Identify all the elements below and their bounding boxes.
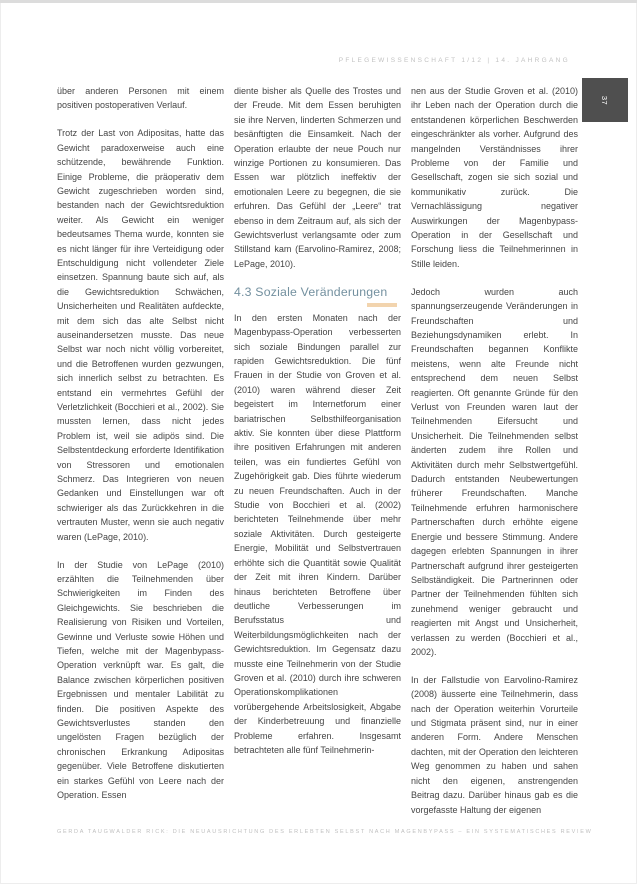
paragraph: In den ersten Monaten nach der Magenbypass-Operation verbesserten sich soziale Bindungen parallel zur rapiden Gewichtsreduktion. Die fünf Frauen in der Studie von Groven et al. (2010) waren während dieser Zeit begeistert im Internetforum einer bariatrischen Selbsthilfeorganisation aktiv. Sie konnten über diese Plattform ihre positiven Erfahrungen mit anderen teilen, was ein fundiertes Gefühl von Zugehörigkeit gab. Dies führte wiederum zu neuen Freundschaften. Auch in der Studie von Bocchieri et al. (2002) berichteten Teilnehmende über mehr soziale Aktivitäten. Durch gesteigerte Energie, Mobilität und Selbstvertrauen erhöhte sich die Quantität sowie Qualität der Zeit mit ihren Kindern. Darüber hinaus berichteten Betroffene über deutliche Verbesserungen im Berufsstatus und Weiterbildungsmöglichkeiten nach der Gewichtsreduktion. Im Gegensatz dazu musste eine Teilnehmerin von der Studie Groven et al. (2010) durch ihre schweren Operationskomplikationen vorübergehende Arbeitslosigkeit, Abgabe der Kinderbetreuung und finanzielle Probleme erfahren. Insgesamt betrachteten alle fünf Teilnehmerin- <box>234 312 401 755</box>
text-column <box>57 84 224 826</box>
paragraph: über anderen Personen mit einem positiven postoperativen Verlauf. <box>57 86 224 111</box>
paragraph: nen aus der Studie Groven et al. (2010) ihr Leben nach der Operation durch die entstandenen körperlichen Beschwerden eingeschränkter als vorher. Aufgrund des mangelnden Verständnisses ihrer Probleme von der Familie und Gesellschaft, zogen sie sich sozial und kommunikativ zurück. Die Vernachlässigung negativer Auswirkungen der Magenbypass-Operation in der Gesellschaft und Forschung liess die Teilnehmerinnen in Stille leiden. <box>411 86 578 269</box>
page-number-badge <box>582 78 628 122</box>
section-heading: 4.3 Soziale Veränderungen <box>234 285 401 300</box>
running-footer: GERDA TAUGWALDER RICK: DIE NEUAUSRICHTUNG DES ERLEBTEN SELBST NACH MAGENBYPASS – EIN SYSTEMATISCHES REVIEW <box>57 829 593 835</box>
paragraph: diente bisher als Quelle des Trostes und der Freude. Mit dem Essen beruhigten sie ihre Nerven, linderten Schmerzen und besänftigten die Einsamkeit. Nach der Operation erlaubte der neue Pouch nur winzige Portionen zu konsumieren. Das Essen war plötzlich ineffektiv der emotionalen Leere zu begegnen, die sie erfuhren. Das Gefühl der „Leere“ trat ebenso in dem Zeitraum auf, als sich der Gewichtsverlust verlangsamte oder zum Stillstand kam (Earvolino-Ramirez, 2008; LePage, 2010). <box>234 86 401 269</box>
page-top-edge <box>0 0 637 3</box>
paragraph: Trotz der Last von Adipositas, hatte das Gewicht paradoxerweise auch eine schützende, bewährende Funktion. Einige Probleme, die präoperativ dem Gewicht zugeschrieben worden sind, bestanden nach der Gewichtsreduktion weiter. Als Gewicht ein weniger bedeutsames Thema wurde, konnten sie es nicht länger für ihre Verteidigung oder Entschuldigung nicht vollendeter Ziele einsetzen. Spannung baute sich auf, als die Gewichtsreduktion Schwächen, Unsicherheiten und Realitäten aufdeckte, mit dem sich das alte Selbst nicht auseinandersetzen musste. Das neue Selbst war noch nicht völlig vorbereitet, und die Betroffenen wurden gezwungen, sich innerlich selbst zu betrachten. Es entstand ein vermehrtes Gefühl der Verletzlichkeit (Bocchieri et al., 2002). Sie mussten lernen, dass nicht jedes Problem ist, weil sie adipös sind. Die Selbstentdeckung erforderte Identifikation von Stressoren und emotionalen Schmerz. Das Integrieren von neuen Gedanken und Einstellungen war oft schwieriger als das Zurückkehren in die vertrauten Muster, wenn sie auch negativ waren (LePage, 2010). <box>57 128 224 542</box>
paragraph: Jedoch wurden auch spannungserzeugende Veränderungen in Freundschaften und Beziehungsdynamiken erlebt. In Freundschaften begannen Konflikte meistens, wenn alte Freunde nicht entsprechend dem neuen Selbst reagierten. Oft genannte Gründe für den Verlust von Freunden waren laut der Teilnehmenden Eifersucht und Unsicherheit. Die Teilnehmenden selbst änderten zudem ihre Rollen und Aktivitäten durch mehr Selbstwertgefühl. Dadurch entstanden Neubewertungen früherer Freundschaften. Manche Teilnehmende erfuhren harmonischere Partnerschaften durch erhöhte eigene Energie und bessere Stimmung. Andere dagegen erlebten Spannungen in ihrer Partnerschaft aufgrund ihrer gesteigerten Selbständigkeit. Die Partnerinnen oder Partner der Teilnehmenden fühlten sich zunehmend weniger gebraucht und reagierten mit Angst und Unsicherheit, verlassen zu werden (Bocchieri et al., 2002). <box>411 286 578 657</box>
article-columns <box>57 84 578 826</box>
text-column <box>234 84 401 826</box>
page-number: 37 <box>600 95 610 105</box>
paragraph: In der Fallstudie von Earvolino-Ramirez (2008) äusserte eine Teilnehmerin, dass nach der Operation weiterhin Vorurteile und Stigmata präsent sind, nur in einer anderen Form. Andere Menschen dachten, mit der Operation den leichteren Weg genommen zu haben und sahen nicht den eigenen, anstrengenden Beitrag dazu. Darüber hinaus gab es die vorgefasste Haltung der eigenen <box>411 674 578 815</box>
text-column <box>411 84 578 826</box>
running-header: PFLEGEWISSENSCHAFT 1/12 | 14. JAHRGANG <box>338 57 570 64</box>
paragraph: In der Studie von LePage (2010) erzählten die Teilnehmenden über Schwierigkeiten im Finden des Gleichgewichts. Sie beschrieben die Realisierung von Risiken und Vorteilen, Gewinne und Verluste sowie Höhen und Tiefen, welche mit der Magenbypass-Operation verknüpft war. Es galt, die Balance zwischen körperlichen positiven Ergebnissen und mentaler Labilität zu finden. Die positiven Aspekte des Gewichtsverlustes standen den ungelösten Fragen bezüglich der chronischen Erkrankung Adipositas gegenüber. Viele Betroffene diskutierten ein starkes Gefühl von Leere nach der Operation. Essen <box>57 559 224 801</box>
